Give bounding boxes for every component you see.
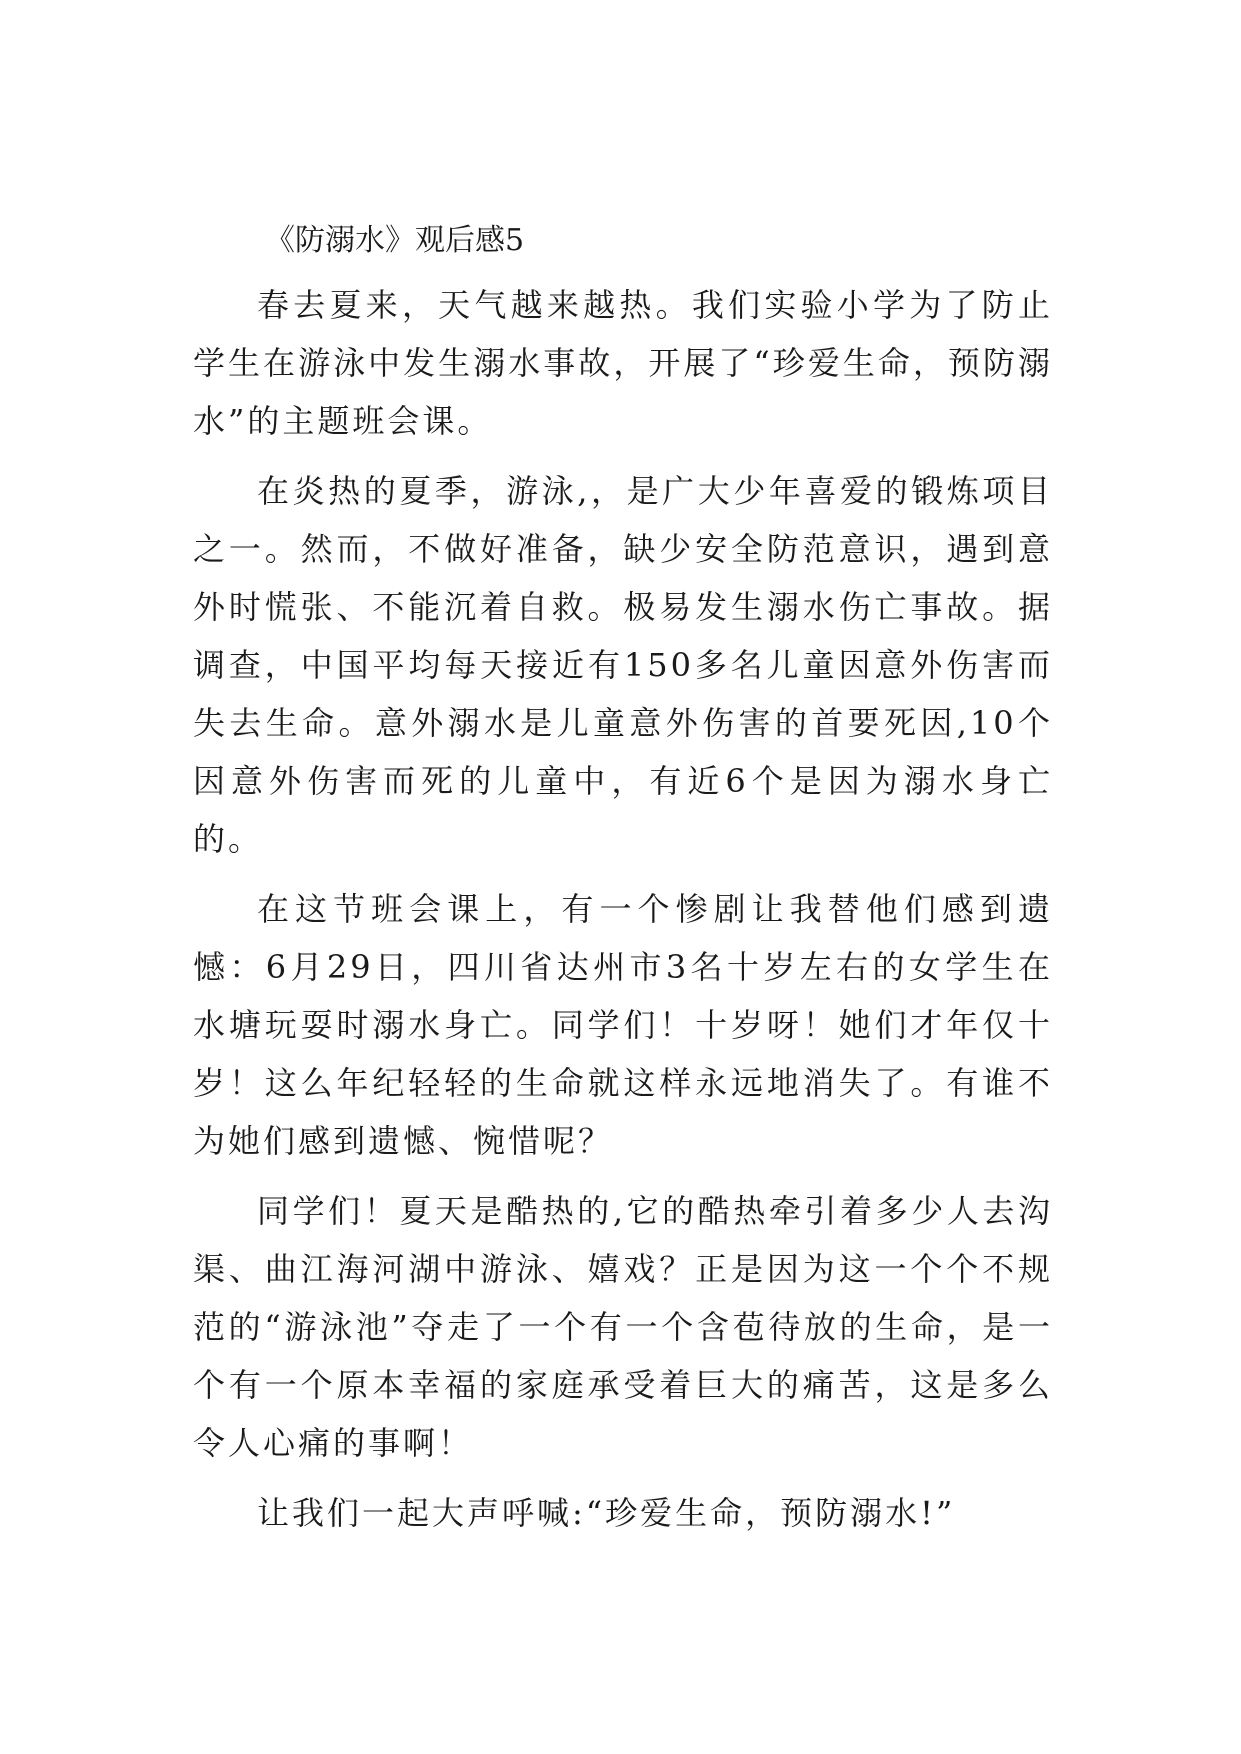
document-title: 《防溺水》观后感5 [265,223,525,258]
paragraph-1: 春去夏来，天气越来越热。我们实验小学为了防止学生在游泳中发生溺水事故，开展了“珍爱生命，预防溺水”的主题班会课。 [193,286,1053,440]
paragraph-3: 在这节班会课上，有一个惨剧让我替他们感到遗憾：6月29日，四川省达州市3名十岁左右的女学生在水塘玩耍时溺水身亡。同学们！十岁呀！她们才年仅十岁！这么年纪轻轻的生命就这样永远地消失了。有谁不为她们感到遗憾、惋惜呢？ [193,890,1053,1160]
paragraph-4: 同学们！夏天是酷热的,它的酷热牵引着多少人去沟渠、曲江海河湖中游泳、嬉戏？正是因为这一个个不规范的“游泳池”夺走了一个有一个含苞待放的生命，是一个有一个原本幸福的家庭承受着巨大的痛苦，这是多么令人心痛的事啊！ [193,1192,1053,1462]
paragraph-2: 在炎热的夏季，游泳,，是广大少年喜爱的锻炼项目之一。然而，不做好准备，缺少安全防范意识，遇到意外时慌张、不能沉着自救。极易发生溺水伤亡事故。据调查，中国平均每天接近有150多名儿童因意外伤害而失去生命。意外溺水是儿童意外伤害的首要死因,10个因意外伤害而死的儿童中，有近6个是因为溺水身亡的。 [193,472,1053,858]
paragraph-5: 让我们一起大声呼喊:“珍爱生命，预防溺水!” [257,1494,956,1532]
document-page [193,218,1053,1554]
